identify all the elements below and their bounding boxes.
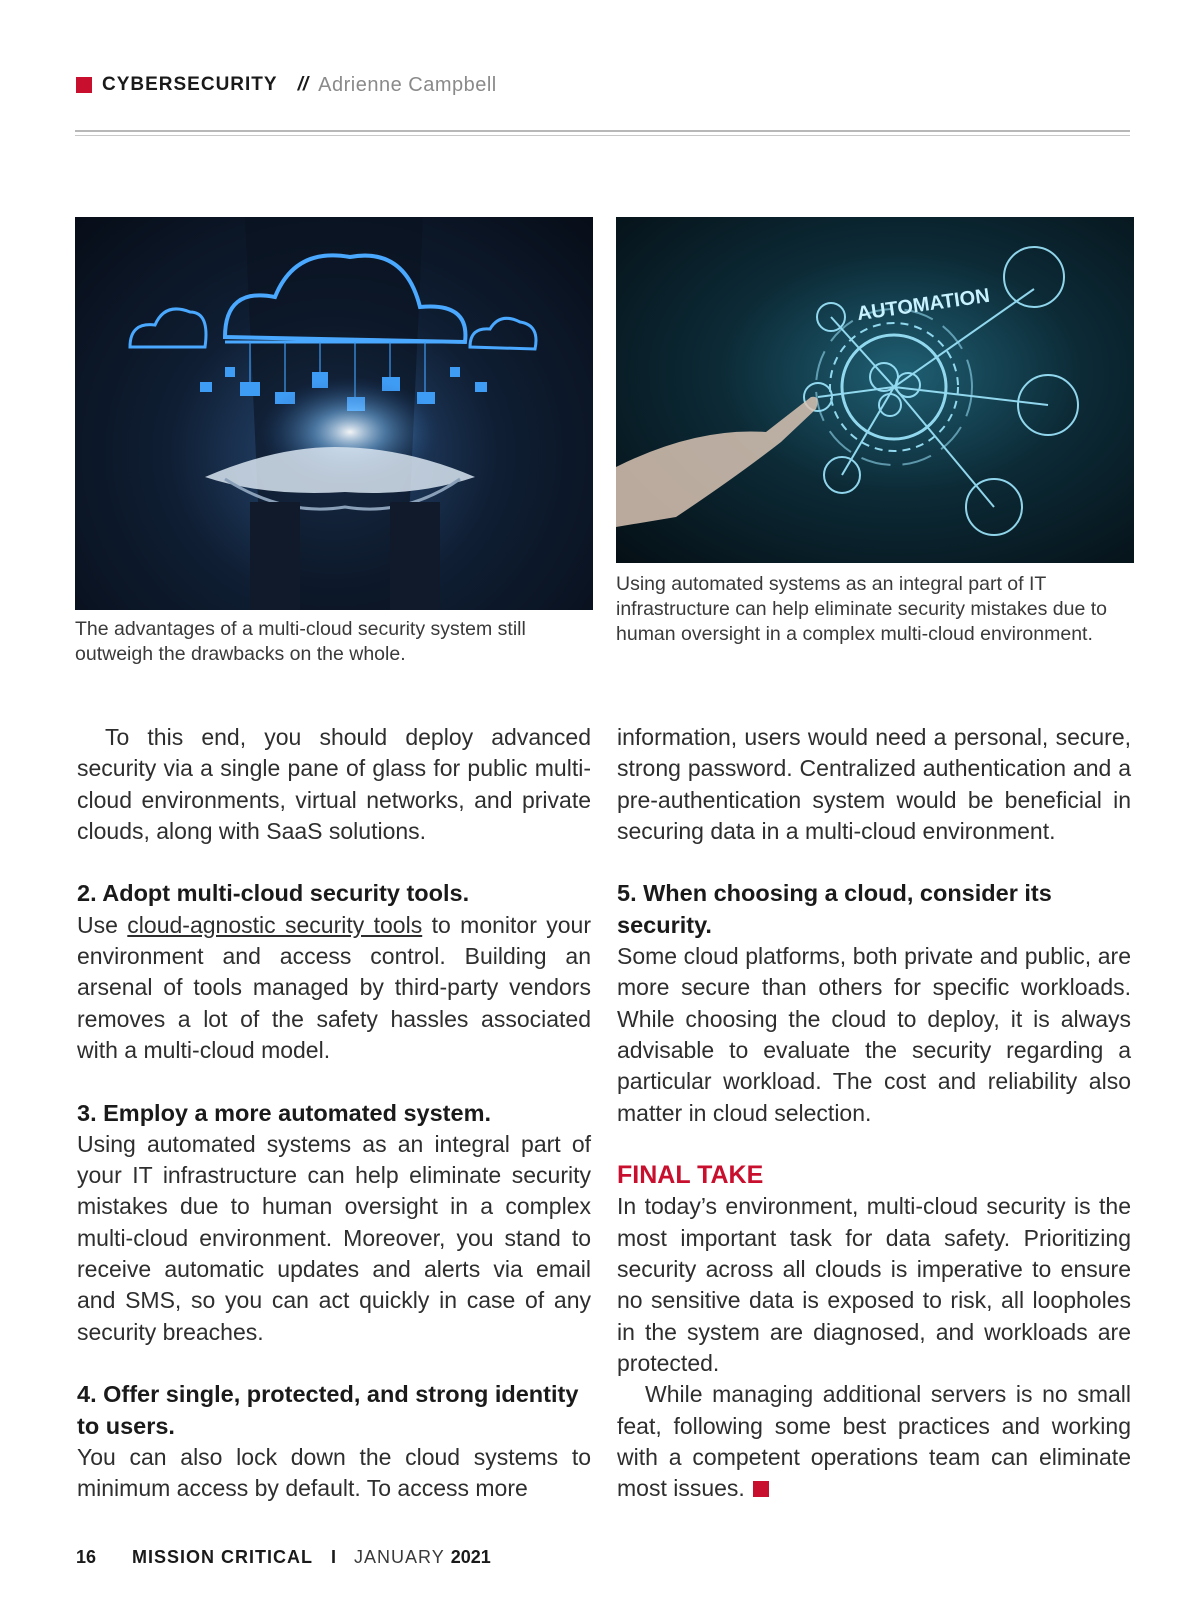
section-4-continued: information, users would need a personal, secure, strong password. Centralized authentication and a pre-authentication system would be beneficial in securing data in a multi-cloud environment.	[617, 724, 1131, 844]
issue-year: 2021	[450, 1547, 491, 1567]
header-rule	[75, 130, 1130, 132]
section-5-heading: 5. When choosing a cloud, consider its security.	[617, 880, 1052, 938]
final-take-paragraph-2: While managing additional servers is no small feat, following some best practices and working with a competent operations team can eliminate most issues.	[617, 1381, 1131, 1502]
section-4-heading: 4. Offer single, protected, and strong identity to users.	[77, 1381, 579, 1439]
author-name: Adrienne Campbell	[318, 73, 497, 96]
section-4-body: You can also lock down the cloud systems to minimum access by default. To access more	[77, 1443, 591, 1502]
automation-image	[616, 217, 1134, 563]
section-marker-icon	[76, 77, 92, 93]
intro-paragraph: To this end, you should deploy advanced security via a single pane of glass for public multi-cloud environments, virtual networks, and private clouds, along with SaaS solutions.	[77, 724, 591, 844]
left-column	[77, 722, 591, 1504]
footer-separator: I	[331, 1547, 337, 1567]
section-title: CYBERSECURITY	[102, 74, 278, 95]
end-of-article-icon	[753, 1481, 769, 1497]
page-footer	[76, 1547, 491, 1568]
automation-label: AUTOMATION	[855, 284, 992, 326]
page-number: 16	[76, 1547, 97, 1567]
page-header	[76, 70, 497, 100]
final-take-heading: FINAL TAKE	[617, 1161, 764, 1190]
section-2-body: Use cloud-agnostic security tools to monitor your environment and access control. Building an arsenal of tools managed by third-party vendors removes a lot of the safety hassles associated with a multi-cloud model.	[77, 911, 591, 1063]
cloud-network-image	[75, 217, 593, 610]
automation-illustration	[616, 217, 1134, 563]
cloud-illustration	[75, 217, 593, 610]
right-image-caption: Using automated systems as an integral part of IT infrastructure can help eliminate security mistakes due to human oversight in a complex multi-cloud environment.	[616, 573, 1107, 645]
section-3-body: Using automated systems as an integral part of your IT infrastructure can help eliminate security mistakes due to human oversight in a complex multi-cloud environment. Moreover, you stand to receive automatic updates and alerts via email and SMS, so you can act quickly in case of any security breaches.	[77, 1130, 591, 1345]
left-image-caption: The advantages of a multi-cloud security system still outweigh the drawbacks on the whole.	[75, 618, 526, 665]
issue-month: JANUARY	[354, 1547, 445, 1567]
magazine-name: MISSION CRITICAL	[132, 1547, 314, 1567]
right-column	[617, 722, 1131, 1504]
section-3-heading: 3. Employ a more automated system.	[77, 1099, 492, 1126]
cloud-agnostic-tools-link[interactable]: cloud-agnostic security tools	[127, 911, 423, 938]
header-separator: //	[297, 74, 309, 95]
section-2-heading: 2. Adopt multi-cloud security tools.	[77, 880, 470, 907]
header-rule-thin	[75, 135, 1130, 136]
final-take-paragraph-1: In today’s environment, multi-cloud security is the most important task for data safety. Prioritizing security across all clouds is imperative to ensure no sensitive data is exposed to risk, all loopholes in the system are diagnosed, and workloads are protected.	[617, 1193, 1131, 1376]
section-5-body: Some cloud platforms, both private and public, are more secure than others for specific workloads. While choosing the cloud to deploy, it is always advisable to evaluate the security regarding a particular workload. The cost and reliability also matter in cloud selection.	[617, 943, 1131, 1126]
